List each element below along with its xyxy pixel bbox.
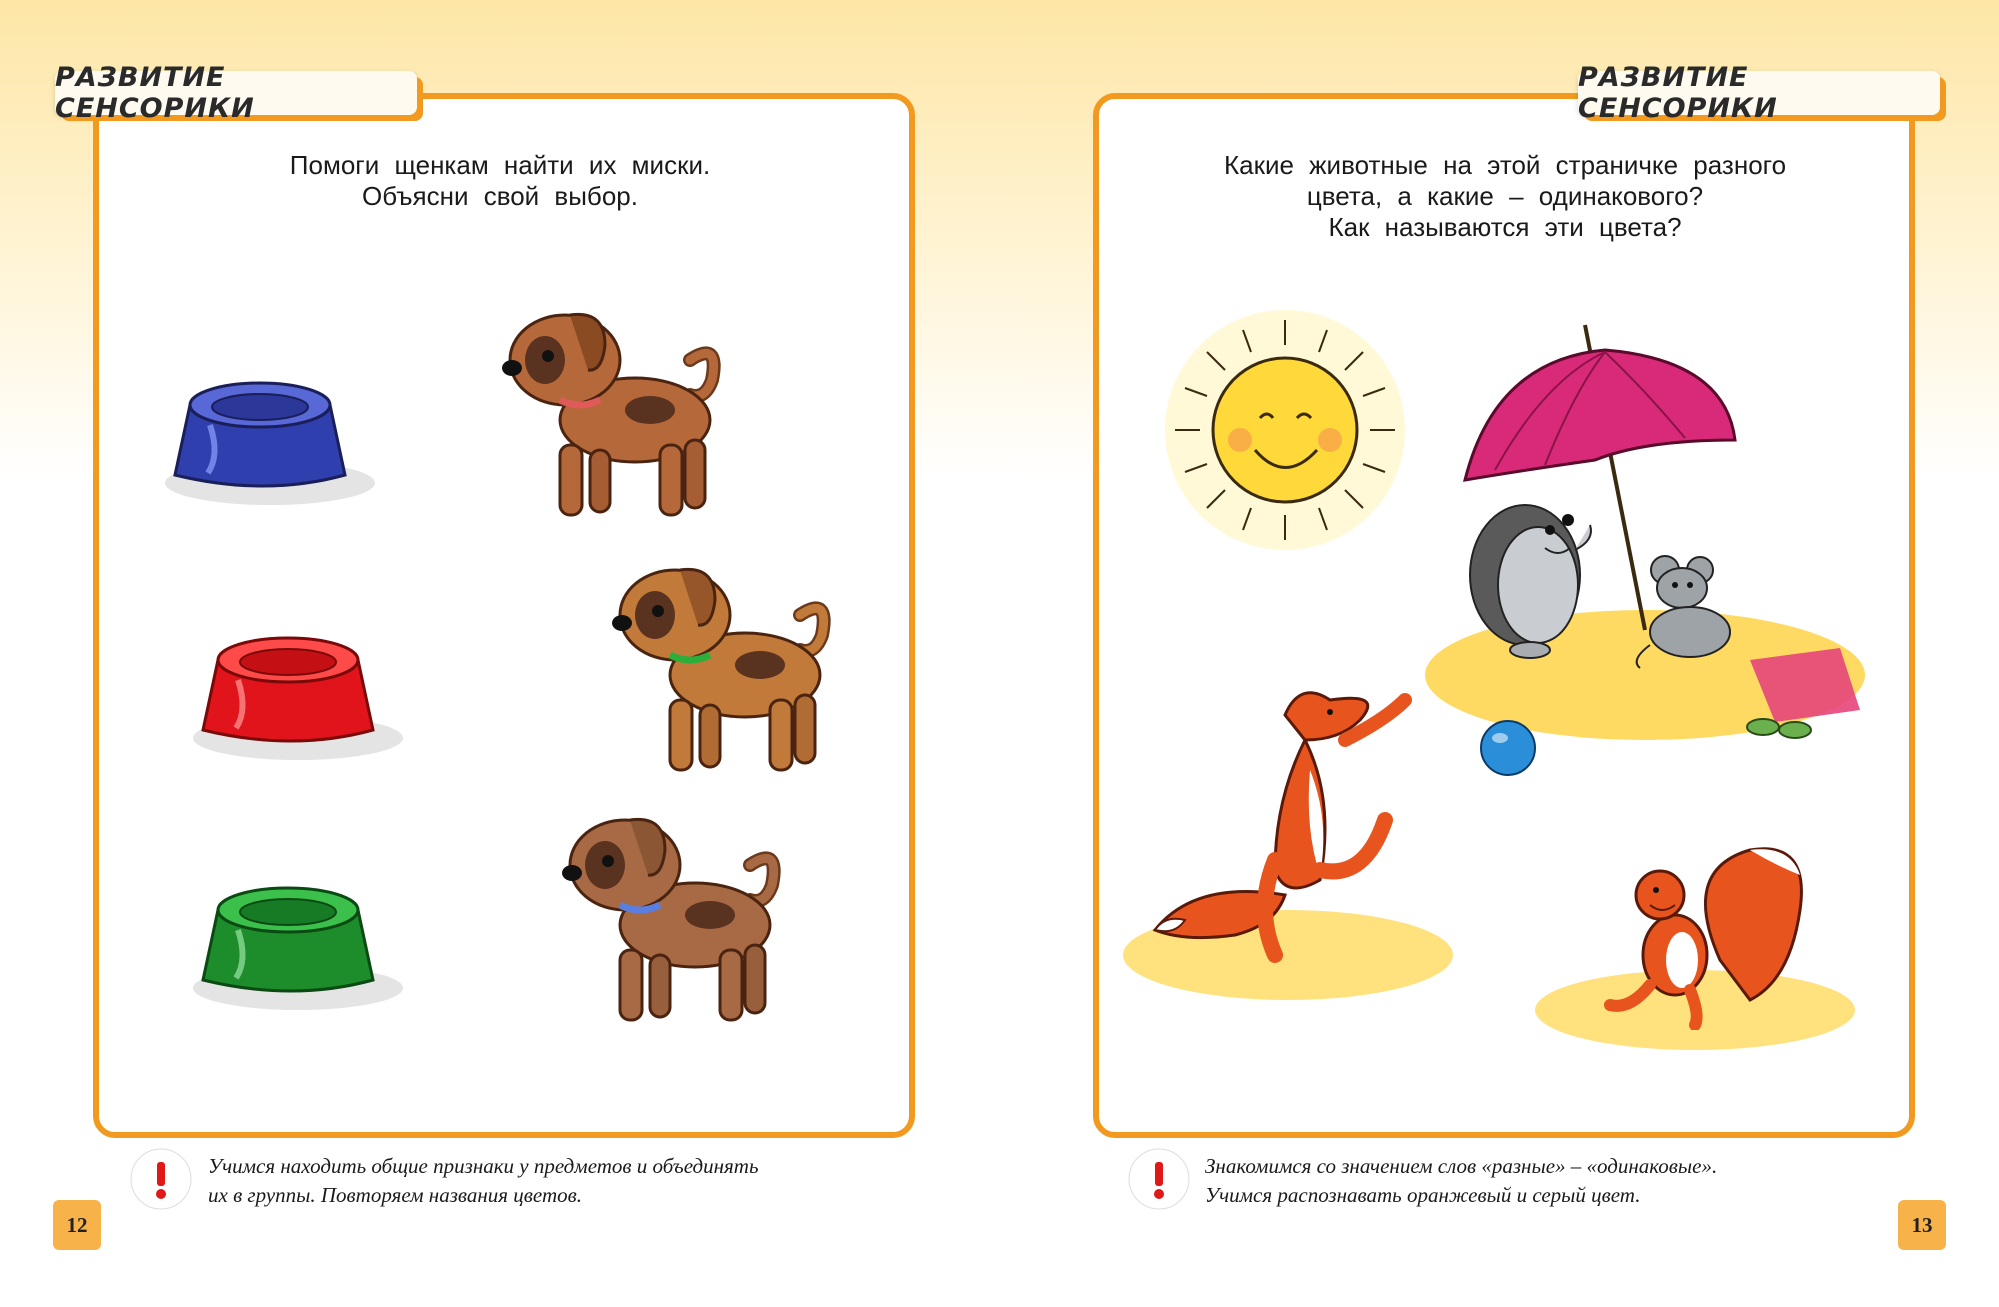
adult-note [1205, 1152, 1945, 1210]
page-number: 13 [1898, 1200, 1946, 1250]
footer-line: Учимся находить общие признаки у предметов и объединять [208, 1154, 759, 1178]
gray-mouse [1630, 550, 1750, 670]
puppy-blue-collar [550, 805, 800, 1045]
puppy-red-collar [490, 300, 740, 540]
for-adults-icon [130, 1148, 192, 1210]
page-number: 12 [53, 1200, 101, 1250]
right-page [1000, 0, 1999, 1307]
blue-ball [1478, 718, 1538, 778]
task-instruction [1150, 150, 1860, 243]
red-bowl [178, 620, 408, 765]
footer-line: Учимся распознавать оранжевый и серый цвет. [1205, 1183, 1641, 1207]
instruction-line: Какие животные на этой страничке разного [1223, 150, 1787, 180]
puppy-green-collar [600, 555, 850, 795]
instruction-line: Помоги щенкам найти их миски. [289, 150, 711, 180]
instruction-line: Объясни свой выбор. [362, 181, 638, 211]
instruction-line: цвета, а какие – одинакового? [1306, 181, 1704, 211]
instruction-line: Как называются эти цвета? [1328, 212, 1682, 242]
adult-note [208, 1152, 908, 1210]
blue-bowl [150, 365, 380, 510]
footer-line: Знакомимся со значением слов «разные» – «одинаковые». [1205, 1154, 1718, 1178]
sun-illustration [1155, 300, 1415, 560]
fox [1135, 680, 1465, 970]
left-page [0, 0, 999, 1307]
task-instruction [170, 150, 830, 212]
for-adults-icon [1128, 1148, 1190, 1210]
section-tab: РАЗВИТИЕ СЕНСОРИКИ [55, 71, 417, 115]
green-bowl [178, 870, 408, 1015]
hedgehog [1460, 490, 1600, 660]
footer-line: их в группы. Повторяем названия цветов. [208, 1183, 582, 1207]
squirrel [1590, 830, 1820, 1030]
green-slippers [1745, 712, 1815, 742]
section-tab: РАЗВИТИЕ СЕНСОРИКИ [1578, 71, 1940, 115]
